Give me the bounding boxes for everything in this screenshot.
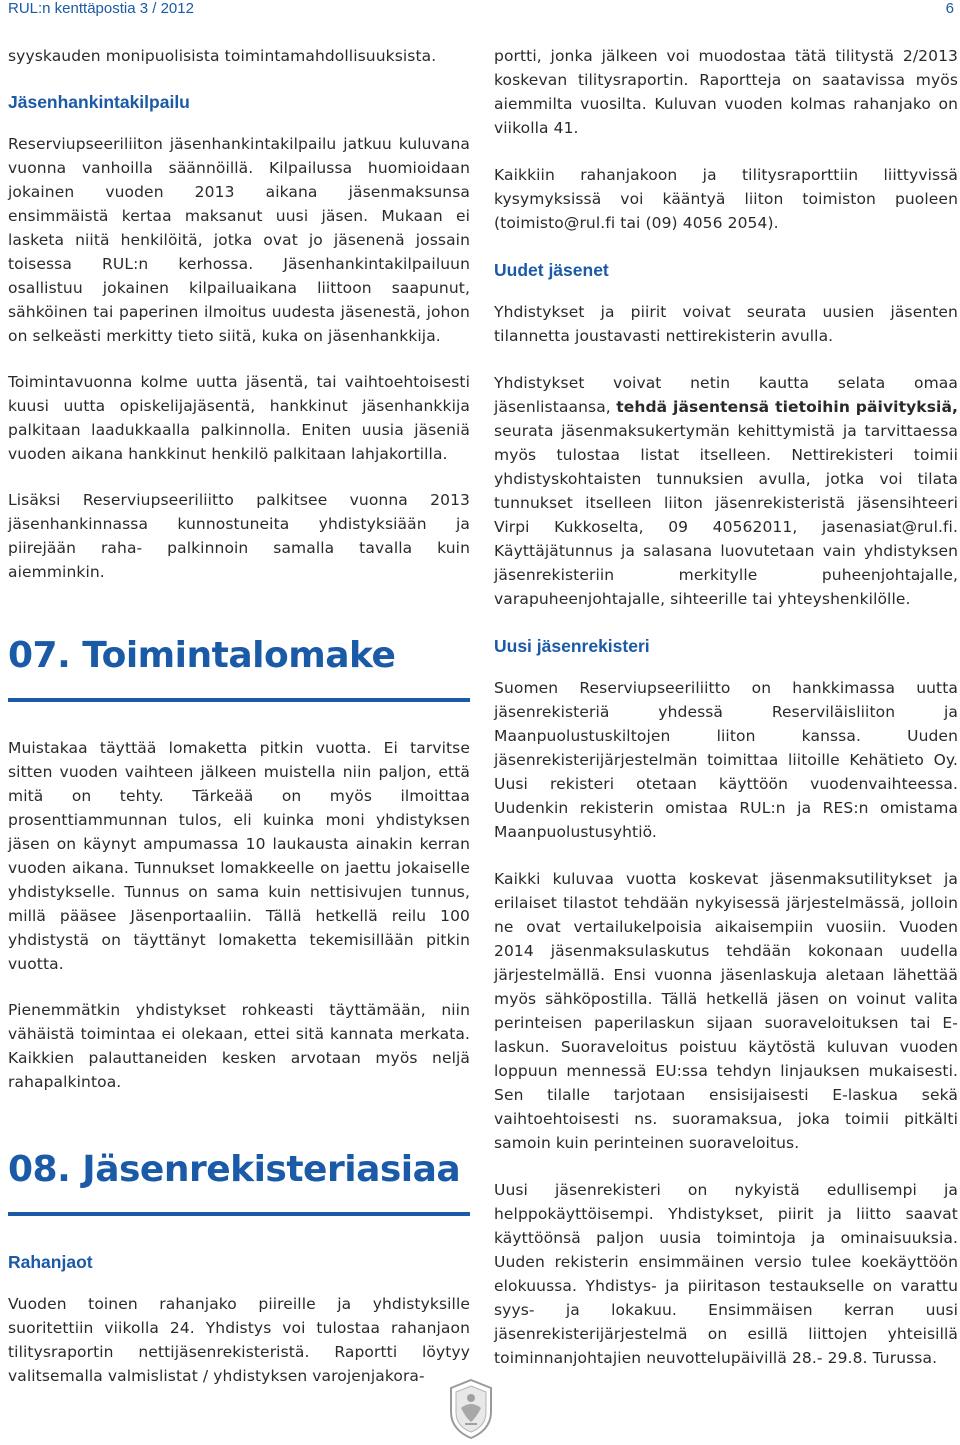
paragraph-intro: syyskauden monipuolisista toimintamahdollisuuksista. [8, 47, 437, 65]
left-column [8, 44, 470, 1410]
paragraph-yhteystiedot: Kaikkiin rahanjakoon ja tilitysraporttiin liittyvissä kysymyksissä voi kääntyä liiton toimiston puoleen (toimisto@rul.fi tai (09) 4056 2054). [494, 166, 958, 232]
section-divider-08 [8, 1212, 470, 1216]
paragraph-rahapalkinnot: Lisäksi Reserviupseeriliitto palkitsee vuonna 2013 jäsenhankinnassa kunnostuneita yhdistyksiään ja piirejään raha- palkinnoin samalla tavalla kuin aiemminkin. [8, 491, 470, 581]
section-heading-07: 07. Toimintalomake [8, 635, 396, 676]
paragraph-pienemmat: Pienemmätkin yhdistykset rohkeasti täyttämään, niin vähäistä toimintaa ei olekaan, ettei sitä kannata merkata. Kaikkien palauttaneiden kesken arvotaan myös neljä rahapalkintoa. [8, 1001, 470, 1091]
text-segment: Yhdistykset voivat netin kautta selata omaa jäsenlistaansa, [494, 374, 958, 416]
publication-title: RUL:n kenttäpostia 3 / 2012 [8, 0, 194, 17]
section-divider-07 [8, 698, 470, 702]
text-segment: seurata jäsenmaksukertymän kehittymistä ja tarvittaessa myös tulostaa listat itselleen. Nettirekisteri toimii yhdistyskohtaisten tunnuksien avulla, jotka voi tilata tunnukset itselleen liiton jäsenrekisteristä jäsensihteeri Virpi Kukkoselta, 09 40562011, jasenasiat@rul.fi. Käyttäjätunnus ja salasana luovutetaan vain yhdistyksen jäsenrekisteriin merkitylle puheenjohtajalle, varapuheenjohtajalle, sihteerille tai yhteyshenkilölle. [494, 422, 958, 608]
heading-jasenhankintakilpailu: Jäsenhankintakilpailu [8, 92, 190, 112]
heading-rahanjaot: Rahanjaot [8, 1252, 93, 1272]
page-header [0, 0, 960, 20]
paragraph-seuranta: Yhdistykset ja piirit voivat seurata uusien jäsenten tilannetta joustavasti nettirekisterin avulla. [494, 303, 958, 345]
paragraph-palkinnot: Toimintavuonna kolme uutta jäsentä, tai vaihtoehtoisesti kuusi uutta opiskelijajäsentä, hankkinut jäsenhankkija palkitaan laadukkaalla palkinnolla. Eniten uusia jäseniä vuoden aikana hankkinut henkilö palkitaan lahjakortilla. [8, 373, 470, 463]
paragraph-edullisempi: Uusi jäsenrekisteri on nykyistä edullisempi ja helppokäyttöisempi. Yhdistykset, piirit ja liitto saavat käyttöönsä paljon uusia toimintoja ja ominaisuuksia. Uuden rekisterin ensimmäinen versio tulee koekäyttöön elokuussa. Yhdistys- ja piiritason testaukselle on varattu syys- ja lokakuu. Ensimmäisen kerran uusi jäsenrekisterijärjestelmä on esillä liittojen yhteisillä toiminnanjohtajien neuvottelupäivillä 28.- 29.8. Turussa. [494, 1181, 958, 1367]
paragraph-jasenmaksut: Kaikki kuluvaa vuotta koskevat jäsenmaksutilitykset ja erilaiset tilastot tehdään nykyisessä järjestelmässä, jolloin ne ovat vertailukelpoisia aikaisempiin vuosiin. Vuoden 2014 jäsenmaksulaskutus tehdään kokonaan uudella järjestelmällä. Ensi vuonna jäsenlaskuja aletaan lähettää myös sähköpostilla. Tällä hetkellä jäsen on voinut valita perinteisen paperilaskun sijaan suoraveloituksen tai E-laskun. Suoraveloitus poistuu käytöstä kuluvan vuoden loppuun mennessä EU:ssa tehdyn linjauksen mukaisesti. Sen tilalle tarjotaan ensisijaisesti E-laskua sekä vaihtoehtoisesti ns. suoramaksua, joka toimii pitkälti samoin kuin perinteinen suoraveloitus. [494, 870, 958, 1152]
section-heading-08: 08. Jäsenrekisteriasiaa [8, 1149, 461, 1190]
heading-uusi-jasenrekisteri: Uusi jäsenrekisteri [494, 636, 650, 656]
page-number: 6 [945, 0, 954, 17]
paragraph-rahanjaot: Vuoden toinen rahanjako piireille ja yhdistyksille suoritettiin viikolla 24. Yhdistys voi tulostaa rahanjaon tilitysraportin nettijäsenrekisteristä. Raportti löytyy valitsemalla valmislistat / yhdistyksen varojenjakora- [8, 1295, 470, 1385]
paragraph-kilpailu: Reserviupseeriliiton jäsenhankintakilpailu jatkuu kuluvana vuonna vanhoilla säännöillä. Kilpailussa huomioidaan jokainen vuoden 2013 aikana jäsenmaksunsa ensimmäistä kertaa maksanut uusi jäsen. Mukaan ei lasketa niitä henkilöitä, jotka ovat jo jäsenenä jossain toisessa RUL:n kerhossa. Jäsenhankintakilpailuun osallistuu jokainen kilpailuaikana liittoon saapunut, sähköinen tai paperinen ilmoitus uudesta jäsenestä, johon on selkeästi merkitty tieto siitä, kuka on jäsenhankkija. [8, 135, 470, 345]
right-column [494, 44, 958, 1393]
rul-emblem-icon [443, 1378, 499, 1440]
paragraph-uusi-rekisteri: Suomen Reserviupseeriliitto on hankkimassa uutta jäsenrekisteriä yhdessä Reserviläisliiton ja Maanpuolustuskiltojen liiton kanssa. Uuden jäsenrekisterijärjestelmän toimittaa liitoille Kehätieto Oy. Uusi rekisteri otetaan käyttöön vuodenvaihteessa. Uudenkin rekisterin omistaa RUL:n ja RES:n omistama Maanpuolustusyhtiö. [494, 679, 958, 841]
paragraph-toimintalomake: Muistakaa täyttää lomaketta pitkin vuotta. Ei tarvitse sitten vuoden vaihteen jälkeen muistella niin paljon, että mitä on tehty. Tärkeää on myös ilmoittaa prosenttiammunnan tulos, eli kuinka moni yhdistyksen jäsen on käynyt ampumassa 10 laukausta ainakin kerran vuoden aikana. Tunnukset lomakkeelle on jaettu jokaiselle yhdistykselle. Tunnus on sama kuin nettisivujen tunnus, millä pääsee Jäsenportaaliin. Tällä hetkellä reilu 100 yhdistystä on täyttänyt lomaketta tekemisillään pitkin vuotta. [8, 739, 470, 973]
emphasis-text: tehdä jäsentensä tietoihin päivityksiä, [616, 398, 958, 416]
paragraph-tilitysraportti: portti, jonka jälkeen voi muodostaa tätä tilitystä 2/2013 koskevan tilitysraportin. Raportteja on saatavissa myös aiemmilta vuosilta. Kuluvan vuoden kolmas rahanjako on viikolla 41. [494, 47, 958, 137]
heading-uudet-jasenet: Uudet jäsenet [494, 260, 609, 280]
paragraph-nettirekisteri [494, 371, 958, 611]
